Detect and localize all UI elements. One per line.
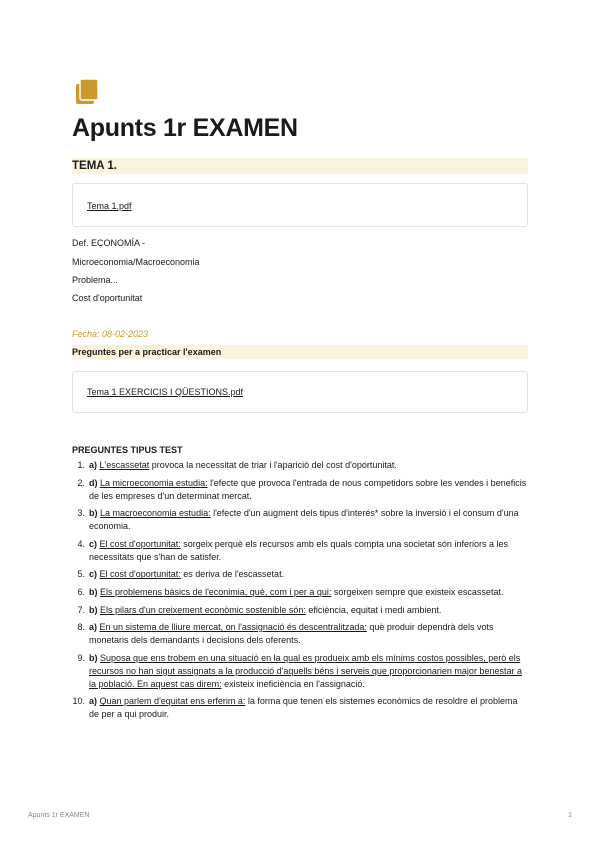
question-answer: a) [89,622,98,633]
question-item [72,568,528,581]
question-answer: a) [89,460,98,470]
question-item [72,538,528,564]
question-topic: La microeconomia estudia: [100,477,208,488]
question-topic: Els pilars d'un creixement econòmic sostenible són: [100,604,306,615]
practice-date: Fecha: 08-02-2023 [72,329,149,339]
question-answer: b) [89,508,98,519]
footer-title: Apunts 1r EXAMEN [28,812,90,819]
question-number: 2. [77,477,85,488]
question-topic: Suposa que ens trobem en una situació en la qual es produeix amb els mínims costos possibles, però els recursos no han sigut assignats a la producció d'aquells béns i serveis que proporcionarien major benestar a la població. En aquest cas direm: [89,652,522,689]
question-item [72,507,528,533]
question-answer: b) [89,652,98,663]
question-topic: En un sistema de lliure mercat, on l'assignació és descentralitzada: [99,622,367,633]
question-item [72,586,528,599]
page-title: Apunts 1r EXAMEN [72,114,298,142]
question-text: sorgeixen sempre que existeix escassetat. [331,586,504,597]
question-text: la forma que tenen els sistemes econòmics de resoldre el problema de per a qui produir. [89,696,518,720]
notebook-icon [72,76,102,106]
question-topic: El cost d'oportunitat: [99,538,181,549]
question-text: l'efecte que provoca l'entrada de nous competidors sobre les vendes i beneficis de les empreses d'un determinat mercat. [89,477,527,501]
tema-file-attachment[interactable] [72,183,528,227]
question-text: es deriva de l'escassetat. [180,569,285,580]
question-answer: d) [89,477,98,488]
tema-heading: TEMA 1. [72,158,528,174]
question-item [72,695,528,721]
question-number: 3. [77,508,85,519]
tema-line: Def. ECONOMÍA - [72,238,146,248]
practice-file-link[interactable]: Tema 1 EXERCICIS I QÜESTIONS.pdf [87,387,244,397]
practice-heading: Preguntes per a practicar l'examen [72,345,528,359]
question-number: 8. [77,622,85,633]
question-number: 6. [77,586,85,597]
tema-file-link[interactable]: Tema 1.pdf [87,201,132,211]
question-text: sorgeix perquè els recursos amb els quals compta una societat són inferiors a les necessitats que s'han de satisfer. [89,538,508,562]
page-number: 1 [568,812,572,819]
tema-line: Microeconomia/Macroeconomia [72,257,200,267]
question-topic: Els problemens bàsics de l'econimia, què, com i per a qui: [100,586,332,597]
question-number: 10. [72,696,85,707]
question-number: 4. [77,538,85,549]
question-number: 9. [77,652,85,663]
practice-file-attachment[interactable] [72,371,528,413]
question-answer: c) [89,538,98,549]
question-text: provoca la necessitat de triar i l'aparició del cost d'oportunitat. [149,460,397,470]
question-item [72,477,528,503]
question-item [72,652,528,691]
question-topic: Quan parlem d'equitat ens erferim a: [99,696,246,707]
tema-line: Problema... [72,275,119,285]
question-topic: La macroeconomia estudia: [100,508,211,519]
question-answer: b) [89,586,98,597]
question-text: existeix ineficiència en l'assignació. [221,678,365,689]
question-item [72,621,528,647]
question-item [72,604,528,617]
test-heading: PREGUNTES TIPUS TEST [72,445,183,455]
question-item [72,459,528,472]
test-question-list [72,459,528,726]
question-answer: b) [89,604,98,615]
question-answer: c) [89,569,98,580]
question-topic: El cost d'oportunitat: [99,569,181,580]
question-text: l'efecte d'un augment dels tipus d'interés* sobre la inversió i el consum d'una economia. [89,508,519,532]
tema-line: Cost d'oportunitat [72,293,143,303]
question-number: 1. [77,460,85,470]
question-number: 5. [77,569,85,580]
question-text: què produir dependrà dels vots monetaris dels demandants i decisions dels oferents. [89,622,494,646]
question-number: 7. [77,604,85,615]
question-topic: L'escassetat [99,460,150,470]
question-text: eficiència, equitat i medi ambient. [305,604,442,615]
question-answer: a) [89,696,98,707]
